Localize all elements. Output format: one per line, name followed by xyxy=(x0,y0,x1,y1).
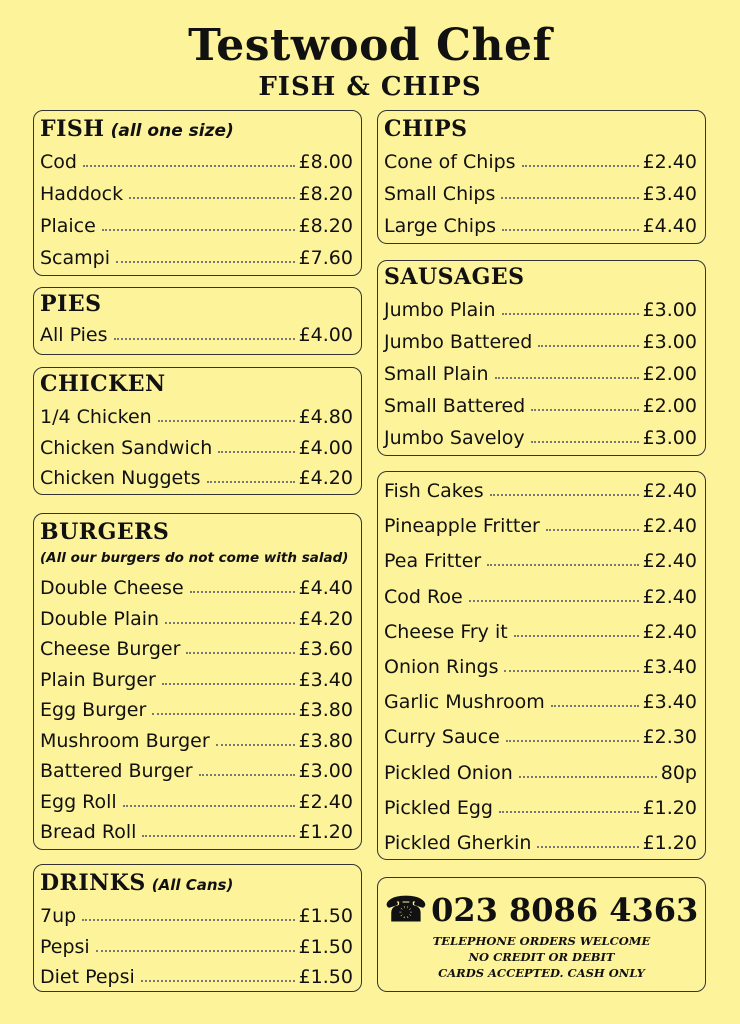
dot-leader xyxy=(141,980,295,982)
burgers-section xyxy=(33,513,362,850)
menu-item-row xyxy=(384,295,697,321)
menu-item-price: £1.20 xyxy=(642,796,697,819)
menu-item-name: Jumbo Saveloy xyxy=(384,427,525,449)
menu-item-name: Cone of Chips xyxy=(384,151,516,173)
menu-item-name: Pineapple Fritter xyxy=(384,515,540,538)
menu-item-name: Mushroom Burger xyxy=(40,729,210,752)
contact-info-line-1: TELEPHONE ORDERS WELCOME xyxy=(432,934,651,948)
menu-item-name: Double Plain xyxy=(40,607,160,630)
menu-item-name: 1/4 Chicken xyxy=(40,406,152,428)
menu-item-row xyxy=(40,433,353,459)
menu-item-price: £2.00 xyxy=(642,363,697,385)
menu-item-name: Double Cheese xyxy=(40,577,184,599)
menu-item-name: Chicken Nuggets xyxy=(40,467,201,489)
menu-item-row xyxy=(40,243,353,269)
menu-item-row xyxy=(40,817,353,843)
menu-item-price: £2.30 xyxy=(642,726,697,749)
dot-leader xyxy=(504,670,638,672)
dot-leader xyxy=(216,744,295,746)
menu-item-name: Plaice xyxy=(40,215,96,237)
menu-item-name: Pea Fritter xyxy=(384,550,482,573)
menu-item-price: £2.40 xyxy=(642,480,697,502)
dot-leader xyxy=(487,564,638,566)
menu-item-name: Jumbo Battered xyxy=(384,331,533,353)
dot-leader xyxy=(142,835,294,837)
dot-leader xyxy=(531,409,638,411)
dot-leader xyxy=(116,261,295,263)
menu-item-row xyxy=(40,320,353,346)
dot-leader xyxy=(538,345,638,347)
sausages-heading: SAUSAGES xyxy=(384,264,525,290)
dot-leader xyxy=(114,338,295,340)
menu-item-row xyxy=(40,402,353,428)
menu-item-row xyxy=(40,634,353,660)
fish-size-note: (all one size) xyxy=(110,121,234,141)
dot-leader xyxy=(82,919,294,921)
menu-item-price: £3.60 xyxy=(298,638,353,660)
menu-item-price: £1.20 xyxy=(642,832,697,854)
dot-leader xyxy=(531,441,639,443)
menu-item-price: £2.40 xyxy=(642,515,697,538)
menu-item-price: £1.20 xyxy=(298,821,353,843)
menu-item-row xyxy=(384,147,697,173)
menu-item-name: Haddock xyxy=(40,183,124,205)
phone-number[interactable]: 023 8086 4363 xyxy=(431,891,699,929)
dot-leader xyxy=(190,591,295,593)
menu-item-name: Small Battered xyxy=(384,395,526,417)
pies-section xyxy=(33,287,362,355)
menu-item-name: Cheese Fry it xyxy=(384,620,508,643)
menu-item-name: 7up xyxy=(40,905,77,927)
menu-item-name: Pickled Onion xyxy=(384,761,513,784)
menu-item-price: £3.80 xyxy=(298,699,353,721)
menu-item-price: £1.50 xyxy=(298,935,353,958)
dot-leader xyxy=(165,622,295,624)
menu-item-row xyxy=(40,901,353,927)
dot-leader xyxy=(506,740,639,742)
menu-item-name: Plain Burger xyxy=(40,668,156,691)
menu-item-row xyxy=(384,511,697,537)
menu-item-name: Onion Rings xyxy=(384,656,499,678)
dot-leader xyxy=(551,705,639,707)
extras-section xyxy=(377,471,706,860)
dot-leader xyxy=(469,600,639,602)
menu-item-row xyxy=(40,211,353,237)
burgers-salad-note: (All our burgers do not come with salad) xyxy=(40,550,349,566)
phone-number-line xyxy=(378,890,705,930)
menu-item-price: £2.40 xyxy=(298,790,353,813)
menu-item-name: Cheese Burger xyxy=(40,638,181,660)
shop-subtitle: FISH & CHIPS xyxy=(258,72,482,102)
dot-leader xyxy=(158,420,295,422)
dot-leader xyxy=(152,713,294,715)
menu-item-row xyxy=(40,604,353,630)
menu-item-row xyxy=(384,582,697,608)
menu-item-row xyxy=(384,327,697,353)
dot-leader xyxy=(207,481,295,483)
menu-item-name: Chicken Sandwich xyxy=(40,436,213,459)
menu-item-price: £1.50 xyxy=(298,966,353,988)
dot-leader xyxy=(502,229,639,231)
menu-item-row xyxy=(384,359,697,385)
menu-item-price: £3.40 xyxy=(642,691,697,714)
menu-item-price: £2.40 xyxy=(642,620,697,643)
menu-item-row xyxy=(384,476,697,502)
menu-item-name: Egg Roll xyxy=(40,790,117,813)
menu-item-price: £4.20 xyxy=(298,467,353,489)
contact-info-line-3: CARDS ACCEPTED. CASH ONLY xyxy=(438,966,645,980)
menu-item-row xyxy=(40,665,353,691)
menu-item-row xyxy=(384,617,697,643)
menu-item-name: Cod xyxy=(40,151,77,173)
dot-leader xyxy=(537,846,638,848)
dot-leader xyxy=(83,165,295,167)
menu-item-row xyxy=(384,687,697,713)
shop-title: Testwood Chef xyxy=(188,20,552,71)
dot-leader xyxy=(186,652,294,654)
menu-item-row xyxy=(40,463,353,489)
menu-item-price: £3.00 xyxy=(642,427,697,449)
drinks-heading: DRINKS (All Cans) xyxy=(40,870,234,896)
menu-item-row xyxy=(384,391,697,417)
menu-item-price: £3.00 xyxy=(642,299,697,321)
menu-item-name: Bread Roll xyxy=(40,821,137,843)
dot-leader xyxy=(546,529,639,531)
chips-heading: CHIPS xyxy=(384,116,468,142)
contact-info-line-2: NO CREDIT OR DEBIT xyxy=(468,950,615,964)
menu-item-row xyxy=(384,793,697,819)
menu-item-name: Small Chips xyxy=(384,183,496,205)
menu-item-name: Battered Burger xyxy=(40,760,193,782)
menu-item-price: £4.80 xyxy=(298,406,353,428)
menu-item-row xyxy=(40,962,353,988)
menu-item-price: £3.40 xyxy=(298,668,353,691)
fish-section xyxy=(33,110,362,276)
menu-item-name: Small Plain xyxy=(384,363,489,385)
menu-item-row xyxy=(384,179,697,205)
menu-item-name: Egg Burger xyxy=(40,699,147,721)
menu-item-price: £3.40 xyxy=(642,656,697,678)
fish-heading: FISH (all one size) xyxy=(40,116,234,142)
menu-item-price: £1.50 xyxy=(298,905,353,927)
dot-leader xyxy=(199,774,295,776)
menu-item-row xyxy=(384,828,697,854)
menu-item-price: £4.20 xyxy=(298,607,353,630)
dot-leader xyxy=(96,950,295,952)
menu-item-price: 80p xyxy=(660,761,697,784)
menu-item-name: Cod Roe xyxy=(384,585,463,608)
menu-item-price: £2.40 xyxy=(642,550,697,573)
menu-item-price: £4.00 xyxy=(298,324,353,346)
dot-leader xyxy=(129,197,294,199)
menu-item-name: Pickled Egg xyxy=(384,796,493,819)
menu-item-name: Pickled Gherkin xyxy=(384,832,532,854)
menu-item-row xyxy=(384,211,697,237)
menu-item-row xyxy=(40,573,353,599)
menu-item-price: £4.40 xyxy=(298,577,353,599)
menu-item-name: Curry Sauce xyxy=(384,726,500,749)
menu-item-price: £3.40 xyxy=(642,183,697,205)
menu-item-name: Fish Cakes xyxy=(384,480,484,502)
menu-item-price: £8.00 xyxy=(298,151,353,173)
menu-item-name: Garlic Mushroom xyxy=(384,691,545,714)
menu-item-row xyxy=(384,758,697,784)
burgers-heading: BURGERS xyxy=(40,519,170,545)
menu-item-row xyxy=(384,722,697,748)
menu-item-price: £2.40 xyxy=(642,151,697,173)
menu-item-price: £3.00 xyxy=(298,760,353,782)
menu-item-row xyxy=(384,546,697,572)
menu-item-price: £4.00 xyxy=(298,436,353,459)
pies-heading: PIES xyxy=(40,291,102,317)
menu-item-name: All Pies xyxy=(40,324,108,346)
menu-item-row xyxy=(40,147,353,173)
menu-item-row xyxy=(40,932,353,958)
menu-item-price: £3.80 xyxy=(298,729,353,752)
menu-item-row xyxy=(384,423,697,449)
telephone-icon: ☎ xyxy=(384,890,428,930)
drinks-cans-note: (All Cans) xyxy=(151,876,234,894)
menu-item-price: £8.20 xyxy=(298,183,353,205)
dot-leader xyxy=(522,165,639,167)
menu-item-name: Scampi xyxy=(40,247,110,269)
menu-item-row xyxy=(40,179,353,205)
sausages-section xyxy=(377,260,706,456)
menu-item-row xyxy=(40,695,353,721)
dot-leader xyxy=(218,451,294,453)
menu-item-price: £4.40 xyxy=(642,215,697,237)
menu-item-name: Jumbo Plain xyxy=(384,299,496,321)
dot-leader xyxy=(162,683,295,685)
drinks-section xyxy=(33,864,362,992)
contact-section xyxy=(377,877,706,992)
menu-item-price: £7.60 xyxy=(298,247,353,269)
menu-item-price: £2.40 xyxy=(642,585,697,608)
menu-item-name: Large Chips xyxy=(384,215,497,237)
menu-item-price: £2.00 xyxy=(642,395,697,417)
dot-leader xyxy=(502,313,639,315)
dot-leader xyxy=(519,776,657,778)
menu-item-name: Pepsi xyxy=(40,935,90,958)
chicken-heading: CHICKEN xyxy=(40,371,166,397)
menu-item-name: Diet Pepsi xyxy=(40,966,135,988)
dot-leader xyxy=(123,805,295,807)
menu-item-row xyxy=(40,756,353,782)
menu-item-price: £3.00 xyxy=(642,331,697,353)
chicken-section xyxy=(33,367,362,495)
dot-leader xyxy=(499,811,639,813)
dot-leader xyxy=(495,377,639,379)
dot-leader xyxy=(501,197,638,199)
dot-leader xyxy=(490,494,639,496)
dot-leader xyxy=(102,229,295,231)
menu-item-row xyxy=(40,726,353,752)
menu-item-price: £8.20 xyxy=(298,215,353,237)
menu-item-row xyxy=(384,652,697,678)
chips-section xyxy=(377,110,706,244)
menu-item-row xyxy=(40,787,353,813)
dot-leader xyxy=(514,635,639,637)
